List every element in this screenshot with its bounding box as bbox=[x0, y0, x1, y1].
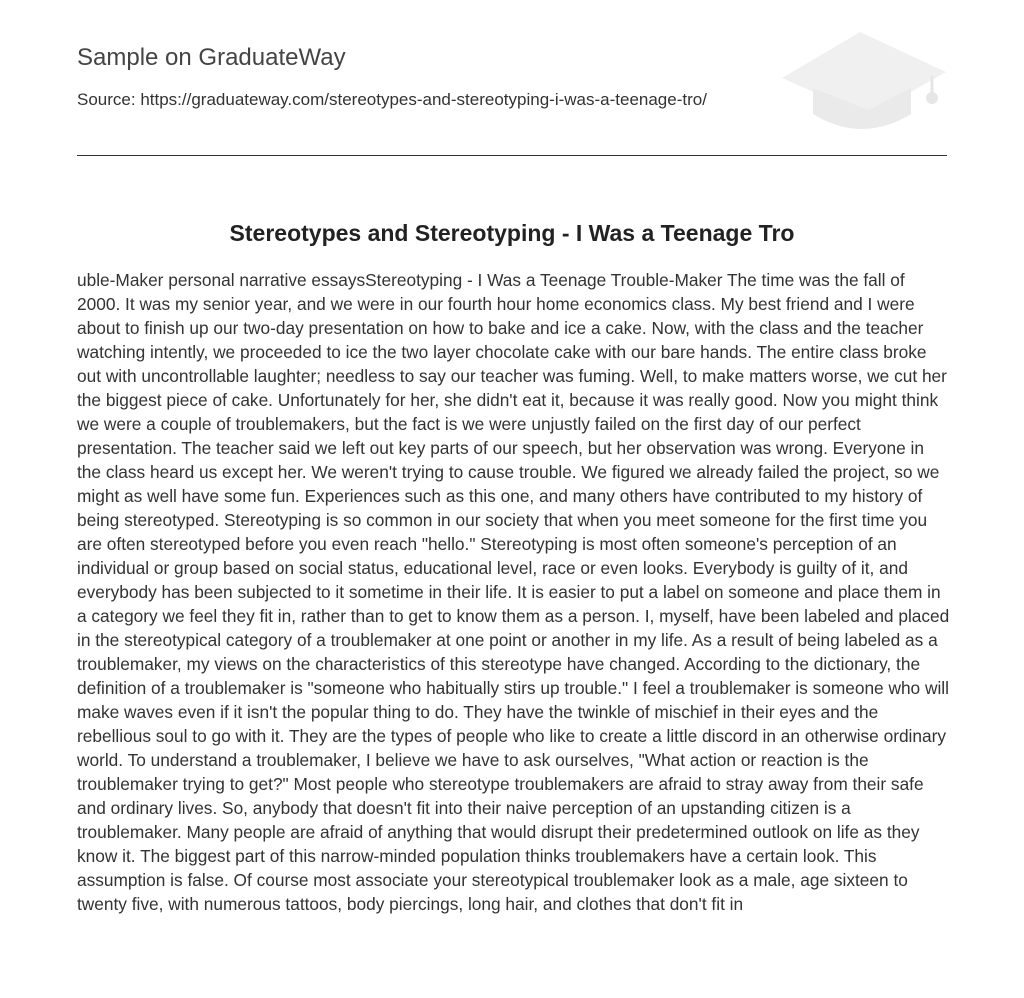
header-divider bbox=[77, 155, 947, 156]
source-line bbox=[77, 90, 707, 110]
document-body: uble-Maker personal narrative essaysStereotyping - I Was a Teenage Trouble-Maker The time was the fall of 2000. It was my senior year, and we were in our fourth hour home economics class. My best friend and I were about to finish up our two-day presentation on how to bake and ice a cake. Now, with the class and the teacher watching intently, we proceeded to ice the two layer chocolate cake with our bare hands. The entire class broke out with uncontrollable laughter; needless to say our teacher was fuming. Well, to make matters worse, we cut her the biggest piece of cake. Unfortunately for her, she didn't eat it, because it was really good. Now you might think we were a couple of troublemakers, but the fact is we were unjustly failed on the first day of our perfect presentation. The teacher said we left out key parts of our speech, but her observation was wrong. Everyone in the class heard us except her. We weren't trying to cause trouble. We figured we already failed the project, so we might as well have some fun. Experiences such as this one, and many others have contributed to my history of being stereotyped. Stereotyping is so common in our society that when you meet someone for the first time you are often stereotyped before you even reach "hello." Stereotyping is most often someone's perception of an individual or group based on social status, educational level, race or even looks. Everybody is guilty of it, and everybody has been subjected to it sometime in their life. It is easier to put a label on someone and place them in a category we feel they fit in, rather than to get to know them as a person. I, myself, have been labeled and placed in the stereotypical category of a troublemaker at one point or another in my life. As a result of being labeled as a troublemaker, my views on the characteristics of this stereotype have changed. According to the dictionary, the definition of a troublemaker is "someone who habitually stirs up trouble." I feel a troublemaker is someone who will make waves even if it isn't the popular thing to do. They have the twinkle of mischief in their eyes and the rebellious soul to go with it. They are the types of people who like to create a little discord in an otherwise ordinary world. To understand a troublemaker, I believe we have to ask ourselves, "What action or reaction is the troublemaker trying to get?" Most people who stereotype troublemakers are afraid to stray away from their safe and ordinary lives. So, anybody that doesn't fit into their naive perception of an upstanding citizen is a troublemaker. Many people are afraid of anything that would disrupt their predetermined outlook on life as they know it. The biggest part of this narrow-minded population thinks troublemakers have a certain look. This assumption is false. Of course most associate your stereotypical troublemaker look as a male, age sixteen to twenty five, with numerous tattoos, body piercings, long hair, and clothes that don't fit in bbox=[77, 270, 950, 914]
source-label: Source: bbox=[77, 90, 141, 109]
page-header bbox=[77, 0, 947, 156]
site-title: Sample on GraduateWay bbox=[77, 44, 346, 71]
graduation-cap-icon bbox=[780, 30, 948, 134]
source-link[interactable]: https://graduateway.com/stereotypes-and-stereotyping-i-was-a-teenage-tro/ bbox=[140, 90, 707, 109]
document-title: Stereotypes and Stereotyping - I Was a Teenage Tro bbox=[229, 220, 795, 247]
